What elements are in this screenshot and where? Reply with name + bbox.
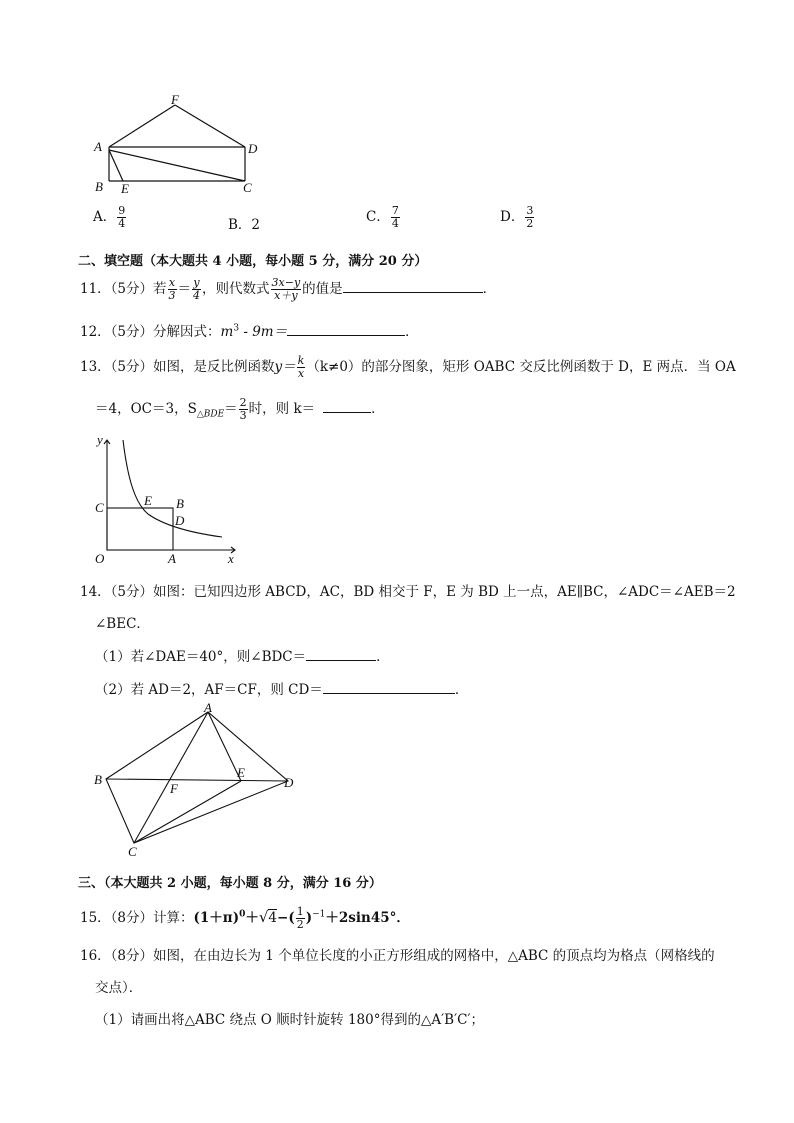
fig10-label-e: E [121,181,129,196]
q16-line1: 16．（8分）如图，在由边长为 1 个单位长度的小正方形组成的网格中，△ABC 的顶点均为格点（网格线的 [80,948,715,964]
fig13-label-y: y [97,432,103,447]
fig14-label-e: E [237,765,245,780]
fig14-label-a: A [204,700,212,715]
fig14-label-b: B [94,772,102,787]
fig10-label-c: C [243,180,252,195]
q14-sub2: （2）若 AD＝2，AF＝CF，则 CD＝ ． [95,682,469,698]
fig13-label-a: A [168,551,176,566]
fig10-label-a: A [94,139,102,154]
q11: 11．（5分）若 $\frac{x}{3}$ ＝ $\frac{y}{4}$ ，则代数式 $\frac{3x-y}{x+y}$ 的值是 ． [80,276,497,302]
fig13-label-d: D [175,513,185,528]
q16-line2: 交点）． [95,980,143,996]
q10-option-c: C． $\frac{7}{4}$ [366,204,399,230]
q13-line1: 13．（5分）如图，是反比例函数y＝ $\frac{k}{x}$ （k≠0）的部分图象，矩形 OABC 交反比例函数于 D，E 两点．当 OA [80,354,736,380]
q11-answer-blank[interactable] [343,280,483,293]
q14-line1: 14．（5分）如图：已知四边形 ABCD，AC，BD 相交于 F，E 为 BD 上一点，AE∥BC，∠ADC＝∠AEB＝2 [80,584,736,600]
q13-line2: ＝4，OC＝3，$S_{\triangle BDE}=$ $\frac{2}{3}$ 时，则 k＝ ． [95,396,385,422]
q10-option-b: B．2 [228,217,261,233]
q14-line2: ∠BEC． [95,616,150,632]
fig14-label-c: C [128,844,137,859]
fig13-label-e: E [144,493,152,508]
section3-title: 三、（本大题共 2 小题，每小题 8 分，满分 16 分） [78,876,382,891]
q10-option-d: D． $\frac{3}{2}$ [500,204,534,230]
fig13-label-c: C [95,500,104,515]
q14-sub1: （1）若∠DAE＝40°，则∠BDC＝ ． [95,649,390,665]
q12: 12．（5分）分解因式：$m^3 - 9m=$ ． [80,323,419,340]
q10-option-a: A． $\frac{9}{4}$ [93,204,126,230]
q13-figure [90,432,250,566]
q16-sub1: （1）请画出将△ABC 绕点 O 顺时针旋转 180°得到的△A′B′C′； [95,1012,485,1028]
q12-answer-blank[interactable] [287,323,405,336]
q14-figure [90,700,310,860]
q10-figure [88,92,268,202]
fig10-label-b: B [95,179,103,194]
fig14-label-d: D [284,775,294,790]
q15: 15．（8分）计算：$(1+\pi)^0+√4-$( $\frac{1}{2}$ )$^{-1}$＋2sin45°． [80,905,410,931]
fig10-label-f: F [171,92,179,107]
fig13-label-o: O [95,551,105,566]
q14-answer-blank-1[interactable] [306,648,376,661]
q13-answer-blank[interactable] [323,400,371,413]
fig10-label-d: D [248,141,258,156]
fig13-label-b: B [176,496,184,511]
fig13-label-x: x [228,551,234,566]
section2-title: 二、填空题（本大题共 4 小题，每小题 5 分，满分 20 分） [78,254,428,269]
q14-answer-blank-2[interactable] [323,681,455,694]
fig14-label-f: F [170,781,178,796]
